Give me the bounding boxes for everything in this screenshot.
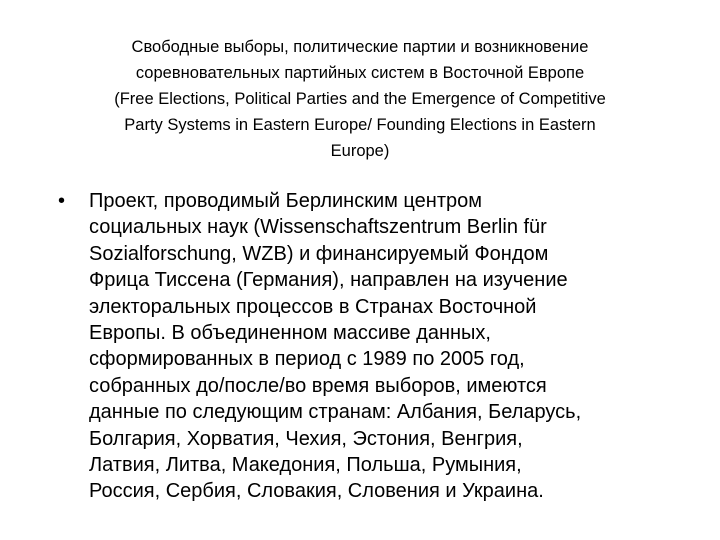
bullet-line: данные по следующим странам: Албания, Беларусь, [89,401,582,424]
title-line: Europe) [330,142,390,160]
bullet-line: сформированных в период с 1989 по 2005 год, [89,348,525,371]
bullet-text [89,188,696,505]
title-line: Party Systems in Eastern Europe/ Founding Elections in Eastern [124,116,596,134]
bullet-item [56,188,696,505]
bullet-line: Латвия, Литва, Македония, Польша, Румыния, [89,454,522,477]
bullet-icon: • [58,190,66,212]
slide-title [40,34,680,164]
bullet-line: Фрица Тиссена (Германия), направлен на изучение [89,269,568,292]
bullet-line: собранных до/после/во время выборов, имеются [89,374,547,397]
bullet-line: Европы. В объединенном массиве данных, [89,322,491,345]
bullet-line: Sozialforschung, WZB) и финансируемый Фондом [89,242,549,265]
title-line: (Free Elections, Political Parties and the Emergence of Competitive [114,90,606,108]
bullet-line: Россия, Сербия, Словакия, Словения и Украина. [89,480,544,503]
title-line: Свободные выборы, политические партии и возникновение [131,38,589,56]
bullet-line: электоральных процессов в Странах Восточной [89,295,537,318]
bullet-line: Болгария, Хорватия, Чехия, Эстония, Венгрия, [89,427,523,450]
bullet-line: Проект, проводимый Берлинским центром [89,190,482,212]
bullet-list [56,188,696,505]
bullet-line: социальных наук (Wissenschaftszentrum Berlin für [89,216,547,239]
title-line: соревновательных партийных систем в Восточной Европе [135,64,585,82]
